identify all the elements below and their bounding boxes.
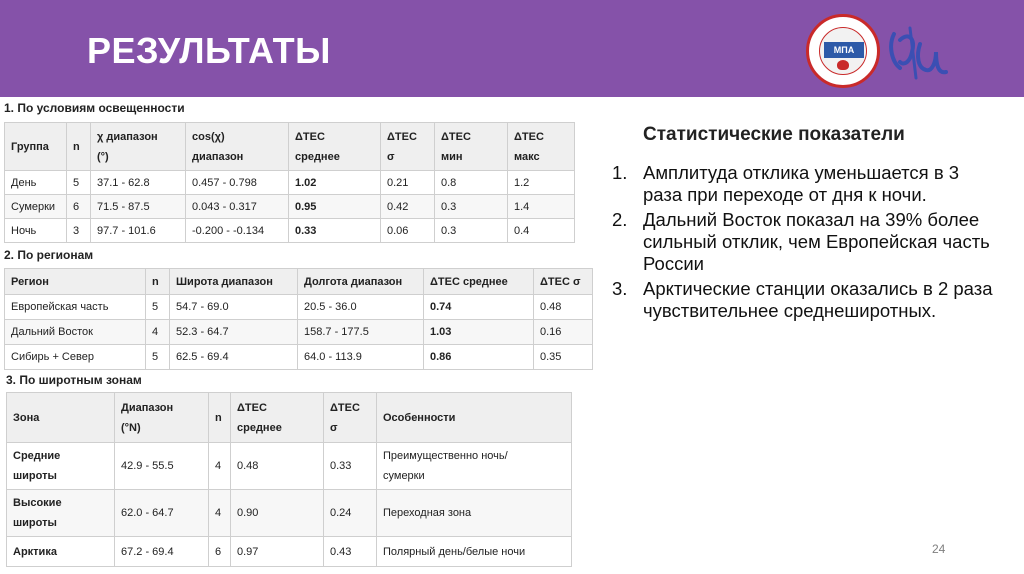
column-header: Широта диапазон bbox=[170, 269, 298, 295]
table-cell: Европейская часть bbox=[5, 295, 146, 320]
column-header: Особенности bbox=[377, 393, 572, 443]
table-row bbox=[5, 295, 593, 320]
table-cell: 0.16 bbox=[534, 320, 593, 345]
table-cell: -0.200 - -0.134 bbox=[186, 219, 289, 243]
table-cell: 54.7 - 69.0 bbox=[170, 295, 298, 320]
column-header: cos(χ) диапазон bbox=[186, 123, 289, 171]
table-cell: 0.43 bbox=[324, 537, 377, 567]
regions-table bbox=[4, 268, 593, 370]
table-row bbox=[7, 537, 572, 567]
table-header-row bbox=[5, 123, 575, 171]
table-cell: 64.0 - 113.9 bbox=[298, 345, 424, 370]
table-cell: 52.3 - 64.7 bbox=[170, 320, 298, 345]
table-cell: Сумерки bbox=[5, 195, 67, 219]
table-cell: 62.0 - 64.7 bbox=[115, 490, 209, 537]
table-cell: 5 bbox=[67, 171, 91, 195]
table-cell: 0.33 bbox=[324, 443, 377, 490]
column-header: ΔTEC среднее bbox=[424, 269, 534, 295]
table-cell: 5 bbox=[146, 295, 170, 320]
table-cell: Средние широты bbox=[7, 443, 115, 490]
column-header: n bbox=[67, 123, 91, 171]
list-item: 2. Дальний Восток показал на 39% более сильный отклик, чем Европейская часть России bbox=[612, 209, 990, 274]
table-cell: Высокие широты bbox=[7, 490, 115, 537]
logo-dot bbox=[837, 60, 849, 70]
table-cell: 158.7 - 177.5 bbox=[298, 320, 424, 345]
table-row bbox=[5, 320, 593, 345]
table-row bbox=[7, 490, 572, 537]
table-cell: 0.33 bbox=[289, 219, 381, 243]
table-cell: 0.42 bbox=[381, 195, 435, 219]
table-cell: День bbox=[5, 171, 67, 195]
table3-title: 3. По широтным зонам bbox=[6, 373, 142, 387]
table-cell: Арктика bbox=[7, 537, 115, 567]
table-cell: 97.7 - 101.6 bbox=[91, 219, 186, 243]
table-cell: 0.3 bbox=[435, 219, 508, 243]
slide-title: РЕЗУЛЬТАТЫ bbox=[87, 30, 331, 71]
logo-label: МПА bbox=[824, 42, 864, 58]
table-cell: 1.2 bbox=[508, 171, 575, 195]
table-cell: Полярный день/белые ночи bbox=[377, 537, 572, 567]
table-cell: 3 bbox=[67, 219, 91, 243]
table-cell: 0.4 bbox=[508, 219, 575, 243]
table-cell: 6 bbox=[209, 537, 231, 567]
column-header: Долгота диапазон bbox=[298, 269, 424, 295]
stats-heading: Статистические показатели bbox=[643, 124, 905, 145]
table-cell: 0.457 - 0.798 bbox=[186, 171, 289, 195]
table-row bbox=[5, 345, 593, 370]
column-header: ΔTEC σ bbox=[381, 123, 435, 171]
latitude-zones-table bbox=[6, 392, 572, 567]
table-cell: 5 bbox=[146, 345, 170, 370]
column-header: ΔTEC среднее bbox=[231, 393, 324, 443]
table-cell: Преимущественно ночь/ сумерки bbox=[377, 443, 572, 490]
table-cell: 1.03 bbox=[424, 320, 534, 345]
table-cell: 0.48 bbox=[231, 443, 324, 490]
table-cell: 6 bbox=[67, 195, 91, 219]
column-header: ΔTEC макс bbox=[508, 123, 575, 171]
column-header: Зона bbox=[7, 393, 115, 443]
illumination-table bbox=[4, 122, 575, 243]
table-cell: 0.8 bbox=[435, 171, 508, 195]
column-header: Группа bbox=[5, 123, 67, 171]
pgu-logo-icon bbox=[886, 22, 956, 82]
table-cell: Переходная зона bbox=[377, 490, 572, 537]
table-cell: 4 bbox=[209, 490, 231, 537]
list-item: 1. Амплитуда отклика уменьшается в 3 раза при переходе от дня к ночи. bbox=[612, 162, 960, 205]
table-cell: 37.1 - 62.8 bbox=[91, 171, 186, 195]
column-header: ΔTEC мин bbox=[435, 123, 508, 171]
table-header-row bbox=[5, 269, 593, 295]
table-cell: 0.74 bbox=[424, 295, 534, 320]
table-row bbox=[5, 219, 575, 243]
column-header: ΔTEC σ bbox=[534, 269, 593, 295]
column-header: ΔTEC среднее bbox=[289, 123, 381, 171]
table-cell: 0.48 bbox=[534, 295, 593, 320]
table-cell: 0.21 bbox=[381, 171, 435, 195]
table-cell: 20.5 - 36.0 bbox=[298, 295, 424, 320]
table-cell: 0.35 bbox=[534, 345, 593, 370]
column-header: χ диапазон (°) bbox=[91, 123, 186, 171]
table-header-row bbox=[7, 393, 572, 443]
table-cell: 67.2 - 69.4 bbox=[115, 537, 209, 567]
table-cell: 42.9 - 55.5 bbox=[115, 443, 209, 490]
column-header: ΔTEC σ bbox=[324, 393, 377, 443]
table-cell: 1.02 bbox=[289, 171, 381, 195]
table-cell: 0.90 bbox=[231, 490, 324, 537]
column-header: Диапазон (°N) bbox=[115, 393, 209, 443]
column-header: n bbox=[209, 393, 231, 443]
table-cell: Сибирь + Север bbox=[5, 345, 146, 370]
table-cell: 4 bbox=[209, 443, 231, 490]
table-cell: 0.95 bbox=[289, 195, 381, 219]
column-header: Регион bbox=[5, 269, 146, 295]
university-logo-icon bbox=[806, 14, 880, 88]
table-cell: 0.86 bbox=[424, 345, 534, 370]
table-row bbox=[7, 443, 572, 490]
column-header: n bbox=[146, 269, 170, 295]
table-cell: 4 bbox=[146, 320, 170, 345]
table-cell: 71.5 - 87.5 bbox=[91, 195, 186, 219]
table-cell: 62.5 - 69.4 bbox=[170, 345, 298, 370]
logo-emblem bbox=[819, 27, 867, 75]
table-cell: 1.4 bbox=[508, 195, 575, 219]
page-number: 24 bbox=[932, 542, 946, 556]
table-cell: Дальний Восток bbox=[5, 320, 146, 345]
table-cell: 0.3 bbox=[435, 195, 508, 219]
table-cell: 0.06 bbox=[381, 219, 435, 243]
table-cell: 0.24 bbox=[324, 490, 377, 537]
table2-title: 2. По регионам bbox=[4, 248, 94, 262]
table-row bbox=[5, 171, 575, 195]
table-cell: 0.97 bbox=[231, 537, 324, 567]
table1-title: 1. По условиям освещенности bbox=[4, 101, 185, 115]
stats-list bbox=[612, 162, 1002, 325]
table-cell: Ночь bbox=[5, 219, 67, 243]
table-row bbox=[5, 195, 575, 219]
list-item: 3. Арктические станции оказались в 2 раза чувствительнее среднеширотных. bbox=[612, 278, 993, 321]
table-cell: 0.043 - 0.317 bbox=[186, 195, 289, 219]
